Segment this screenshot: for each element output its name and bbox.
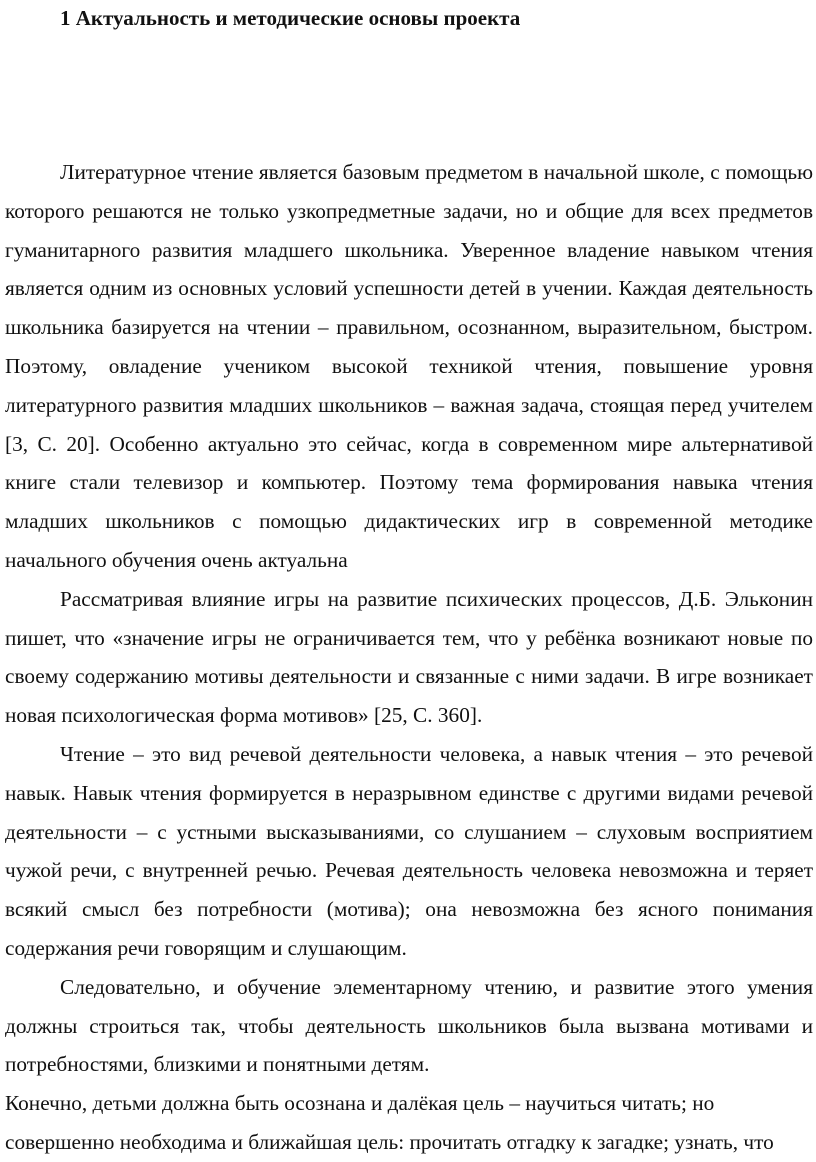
paragraph-consequently: Следовательно, и обучение элементарному чтению, и развитие этого умения должны строиться так, чтобы деятельность школьников была вызвана мотивами и потребностями, близкими и понятными детям. bbox=[5, 974, 813, 1077]
body-text bbox=[5, 153, 813, 1162]
paragraph-goal-line: Конечно, детьми должна быть осознана и далёкая цель – научиться читать; но bbox=[5, 1091, 715, 1116]
paragraph-reading-speech: Чтение – это вид речевой деятельности человека, а навык чтения – это речевой навык. Навык чтения формируется в неразрывном единстве с другими видами речевой деятельности – с устными высказываниями, со слушанием – слуховым восприятием чужой речи, с внутренней речью. Речевая деятельность человека невозможна и теряет всякий смысл без потребности (мотива); она невозможна без ясного понимания содержания речи говорящим и слушающим. bbox=[5, 741, 813, 960]
paragraph-goal-continued: совершенно необходима и ближайшая цель: прочитать отгадку к загадке; узнать, что bbox=[5, 1129, 774, 1154]
section-heading: 1 Актуальность и методические основы проекта bbox=[60, 6, 521, 30]
paragraph-elkonin-quote: Рассматривая влияние игры на развитие психических процессов, Д.Б. Эльконин пишет, что «значение игры не ограничивается тем, что у ребёнка возникают новые по своему содержанию мотивы деятельности и связанные с ними задачи. В игре возникает новая психологическая форма мотивов» [25, С. 360]. bbox=[5, 586, 813, 728]
paragraph-relevance: Литературное чтение является базовым предметом в начальной школе, с помощью которого решаются не только узкопредметные задачи, но и общие для всех предметов гуманитарного развития младшего школьника. Уверенное владение навыком чтения является одним из основных условий успешности детей в учении. Каждая деятельность школьника базируется на чтении – правильном, осознанном, выразительном, быстром. Поэтому, овладение учеником высокой техникой чтения, повышение уровня литературного развития младших школьников – важная задача, стоящая перед учителем [3, С. 20]. Особенно актуально это сейчас, когда в современном мире альтернативой книге стали телевизор и компьютер. Поэтому тема формирования навыка чтения младших школьников с помощью дидактических игр в современной методике начального обучения очень актуальна bbox=[5, 160, 813, 572]
